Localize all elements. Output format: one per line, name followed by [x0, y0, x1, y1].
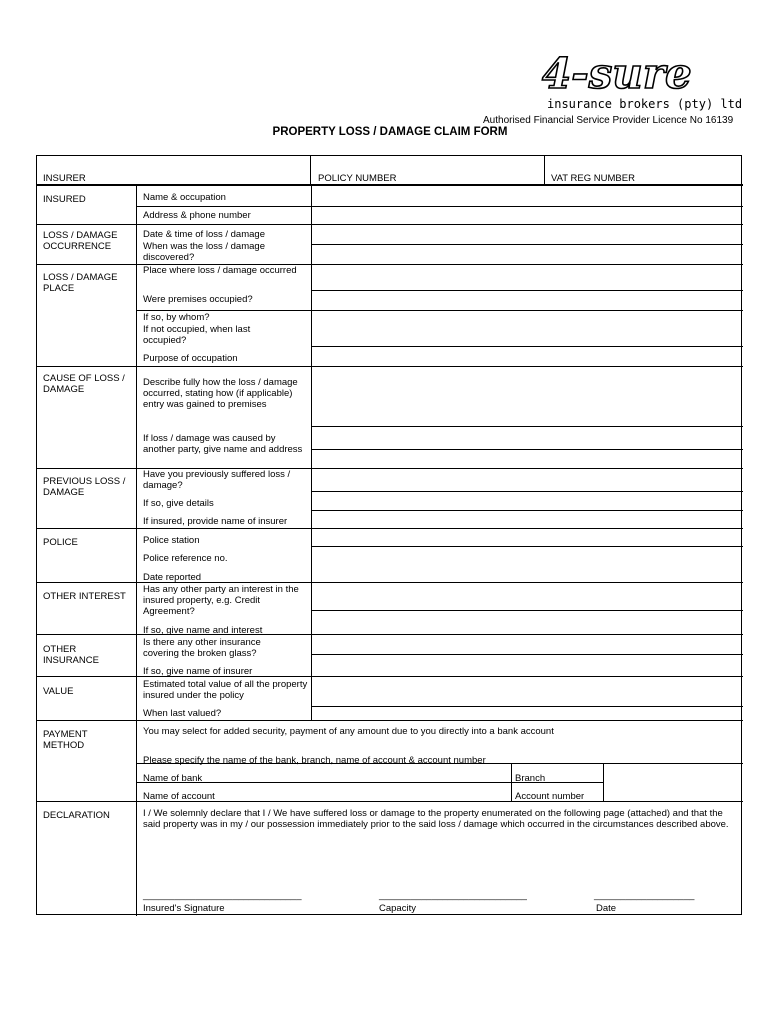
date-line: ___________________ [594, 890, 695, 901]
q-when-discovered: When was the loss / damage discovered? [143, 241, 265, 263]
q-purpose: Purpose of occupation [143, 353, 238, 364]
q-caused-by-party: If loss / damage was caused by another party, give name and address [143, 433, 303, 455]
signature-label: Insured's Signature [143, 903, 225, 914]
company-tagline: insurance brokers (pty) ltd [547, 97, 743, 111]
section-declaration: DECLARATION [43, 810, 110, 821]
q-name-of-insurer: If so, give name of insurer [143, 666, 253, 677]
svg-text:4-sure: 4-sure [542, 49, 692, 98]
declaration-text: I / We solemnly declare that I / We have suffered loss or damage to the property enumerated on the following page (attached) and that the said property was in my / our possession immediately prior to the said loss / damage which occurred in the circumstances described above. [143, 808, 729, 830]
capacity-label: Capacity [379, 903, 416, 914]
branch-label: Branch [515, 773, 546, 784]
q-date-time: Date & time of loss / damage [143, 229, 265, 240]
section-place: LOSS / DAMAGE PLACE [43, 272, 118, 294]
section-value: VALUE [43, 686, 74, 697]
q-other-insurance: Is there any other insurance covering the broken glass? [143, 637, 261, 659]
q-police-station: Police station [143, 535, 200, 546]
claim-form-table [36, 155, 742, 915]
vat-reg-number-label: VAT REG NUMBER [551, 173, 635, 184]
q-police-ref: Police reference no. [143, 553, 228, 564]
payment-specify: Please specify the name of the bank, branch, name of account & account number [143, 755, 486, 766]
q-date-reported: Date reported [143, 572, 202, 583]
q-estimated-value: Estimated total value of all the property insured under the policy [143, 679, 308, 701]
q-premises-occupied: Were premises occupied? [143, 294, 253, 305]
section-other-interest: OTHER INTEREST [43, 591, 126, 602]
q-if-so-whom: If so, by whom? [143, 312, 210, 323]
policy-number-label: POLICY NUMBER [318, 173, 397, 184]
capacity-line: ____________________________ [379, 890, 527, 901]
section-insured: INSURED [43, 194, 86, 205]
q-if-not-occupied: If not occupied, when last occupied? [143, 324, 251, 346]
section-police: POLICE [43, 537, 78, 548]
section-occurrence: LOSS / DAMAGE OCCURRENCE [43, 230, 118, 252]
section-previous: PREVIOUS LOSS / DAMAGE [43, 476, 126, 498]
signature-line: ______________________________ [143, 890, 302, 901]
bank-name-label: Name of bank [143, 773, 203, 784]
q-name-occupation: Name & occupation [143, 192, 226, 203]
q-give-details: If so, give details [143, 498, 214, 509]
account-number-label: Account number [515, 791, 585, 802]
q-place-occurred: Place where loss / damage occurred [143, 265, 297, 276]
account-name-label: Name of account [143, 791, 215, 802]
section-other-insurance: OTHER INSURANCE [43, 644, 99, 666]
q-describe: Describe fully how the loss / damage occurred, stating how (if applicable) entry was gained to premises [143, 377, 298, 410]
form-title: PROPERTY LOSS / DAMAGE CLAIM FORM [272, 126, 508, 138]
q-previously-suffered: Have you previously suffered loss / damage? [143, 469, 291, 491]
q-when-valued: When last valued? [143, 708, 222, 719]
licence-text: Authorised Financial Service Provider Licence No 16139 [483, 115, 734, 126]
section-cause: CAUSE OF LOSS / DAMAGE [43, 373, 125, 395]
insurer-label: INSURER [43, 173, 86, 184]
q-name-of-insurer-prev: If insured, provide name of insurer [143, 516, 288, 527]
q-other-party: Has any other party an interest in the insured property, e.g. Credit Agreement? [143, 584, 299, 617]
date-label: Date [596, 903, 617, 914]
section-payment: PAYMENT METHOD [43, 729, 88, 751]
payment-note: You may select for added security, payment of any amount due to you directly into a bank account [143, 726, 554, 737]
q-address-phone: Address & phone number [143, 210, 251, 221]
q-name-interest: If so, give name and interest [143, 625, 263, 636]
